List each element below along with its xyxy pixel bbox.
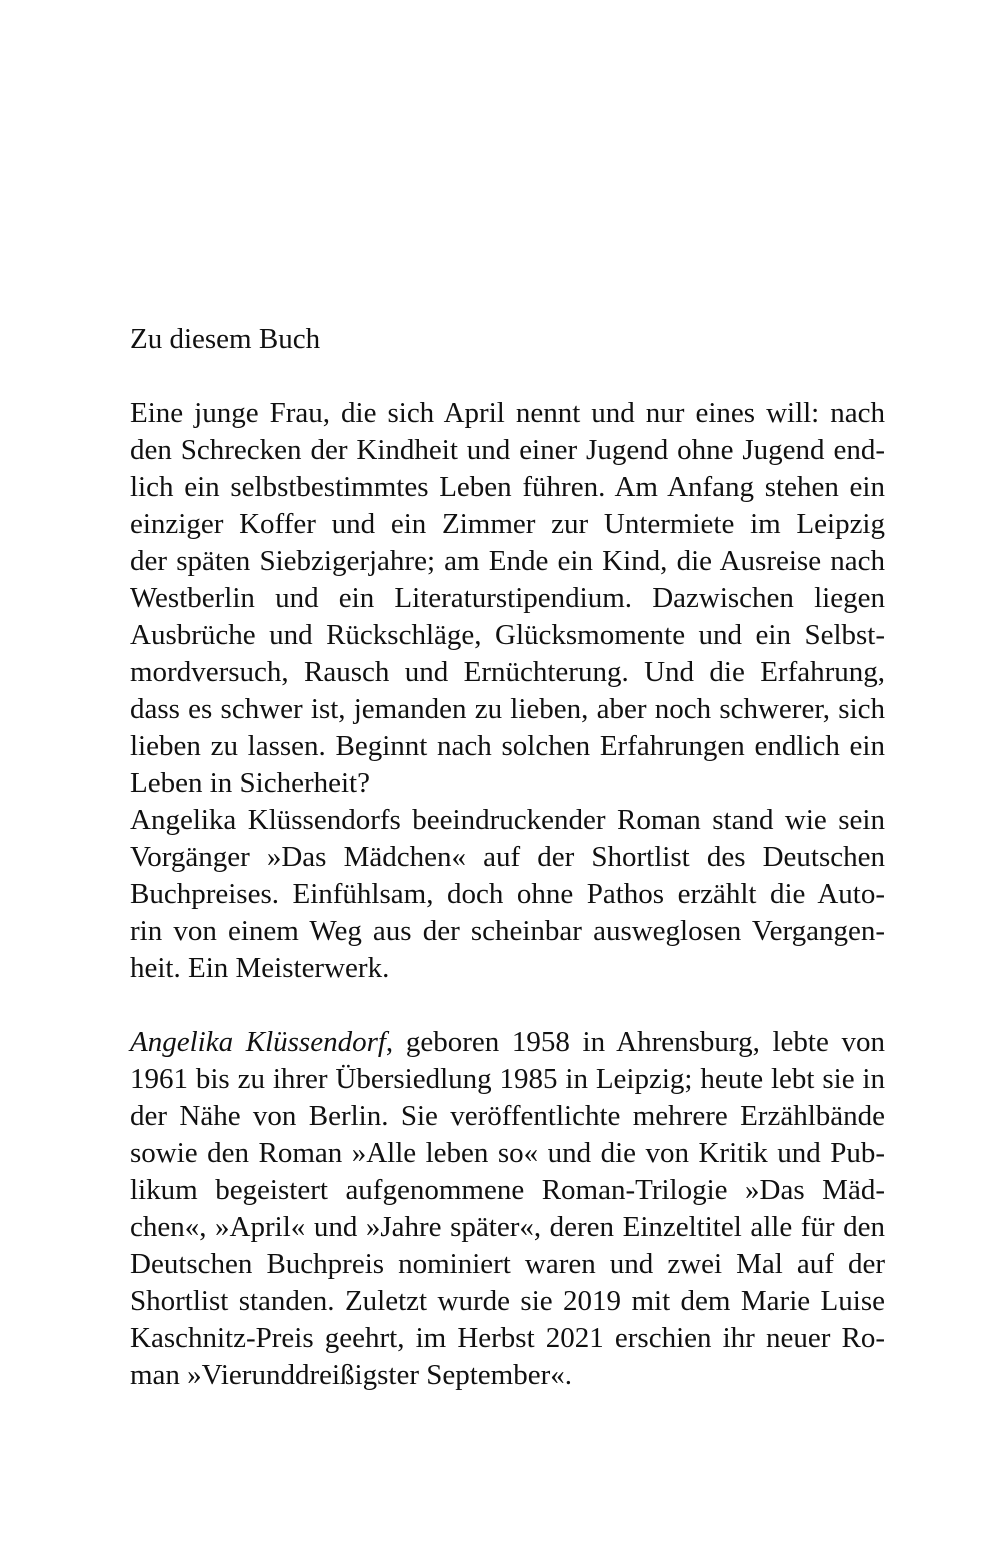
author-bio-paragraph — [130, 1024, 885, 1394]
review-line: heit. Ein Meisterwerk. — [130, 952, 390, 984]
blurb-line: den Schrecken der Kindheit und einer Jugend ohne Jugend end- — [130, 434, 885, 466]
review-line: rin von einem Weg aus der scheinbar ausweglosen Vergangen- — [130, 915, 885, 947]
review-line: Angelika Klüssendorfs beeindruckender Roman stand wie sein — [130, 804, 885, 836]
bio-line: man »Vierunddreißigster September«. — [130, 1359, 572, 1391]
bio-first-line-text: , geboren 1958 in Ahrensburg, lebte von — [385, 1026, 885, 1058]
book-info-page — [130, 321, 885, 1394]
bio-line: Kaschnitz-Preis geehrt, im Herbst 2021 erschien ihr neuer Ro- — [130, 1322, 885, 1354]
review-paragraph — [130, 802, 885, 987]
author-name: Angelika Klüssendorf — [130, 1026, 386, 1058]
paragraph-gap — [130, 987, 885, 1024]
blurb-line: einziger Koffer und ein Zimmer zur Untermiete im Leipzig — [130, 508, 885, 540]
bio-line: chen«, »April« und »Jahre später«, deren Einzeltitel alle für den — [130, 1211, 885, 1243]
section-heading: Zu diesem Buch — [130, 323, 321, 355]
blurb-line: Westberlin und ein Literaturstipendium. Dazwischen liegen — [130, 582, 885, 614]
blurb-line: der späten Siebzigerjahre; am Ende ein Kind, die Ausreise nach — [130, 545, 885, 577]
blurb-line: lich ein selbstbestimmtes Leben führen. Am Anfang stehen ein — [130, 471, 885, 503]
blurb-line: mordversuch, Rausch und Ernüchterung. Und die Erfahrung, — [130, 656, 885, 688]
review-line: Buchpreises. Einfühlsam, doch ohne Pathos erzählt die Auto- — [130, 878, 885, 910]
bio-first-line — [130, 1024, 885, 1061]
review-line: Vorgänger »Das Mädchen« auf der Shortlist des Deutschen — [130, 841, 885, 873]
blurb-line: Eine junge Frau, die sich April nennt und nur eines will: nach — [130, 397, 885, 429]
bio-line: 1961 bis zu ihrer Übersiedlung 1985 in Leipzig; heute lebt sie in — [130, 1063, 885, 1095]
blurb-line: lieben zu lassen. Beginnt nach solchen Erfahrungen endlich ein — [130, 730, 885, 762]
bio-line: Deutschen Buchpreis nominiert waren und zwei Mal auf der — [130, 1248, 885, 1280]
bio-line: Shortlist standen. Zuletzt wurde sie 2019 mit dem Marie Luise — [130, 1285, 885, 1317]
bio-line: likum begeistert aufgenommene Roman-Trilogie »Das Mäd- — [130, 1174, 885, 1206]
blurb-line: Leben in Sicherheit? — [130, 767, 370, 799]
bio-line: sowie den Roman »Alle leben so« und die von Kritik und Pub- — [130, 1137, 885, 1169]
blurb-line: Ausbrüche und Rückschläge, Glücksmomente und ein Selbst- — [130, 619, 885, 651]
blurb-paragraph — [130, 395, 885, 802]
bio-line: der Nähe von Berlin. Sie veröffentlichte mehrere Erzählbände — [130, 1100, 885, 1132]
blurb-line: dass es schwer ist, jemanden zu lieben, aber noch schwerer, sich — [130, 693, 885, 725]
